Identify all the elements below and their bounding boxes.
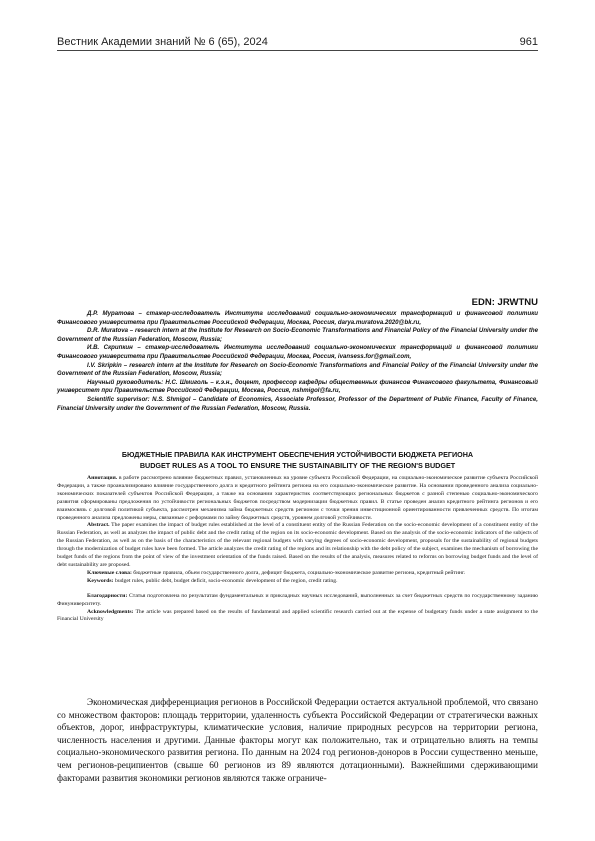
running-header [57,36,538,51]
author-skripkin-ru: И.В. Скрипкин – стажер-исследователь Института исследований социально-экономических трансформаций и финансовой политики Финансового университета при Правительстве Российской Федерации, Москва, Россия, ivansess.for@gmail.com, [57,344,538,360]
abstract-ru-text: в работе рассмотрено влияние бюджетных правил, установленных на уровне субъекта Российской Федерации, на социально-экономическое развитие субъекта Российской Федерации, а также проанализировано влияние государственного долга и кредитного рейтинга региона на его социально-экономическое развитие. На основании проведенного анализа социально-экономических показателей субъектов Российской Федерации, а также на основании характеристик соответствующих региональных бюджетов с разной степенью социально-экономического развития сформированы предложения по устойчивости региональных бюджетов посредством модернизации бюджетных правил. В статье проведен анализ кредитного рейтинга регионов и его взаимосвязь с долговой политикой субъекта, рассмотрен механизма займа бюджетных средств регионом с точки зрения инвестиционной ориентированности привлеченных средств. По итогам проведенного анализа предложены меры, связанные с реформами по займу бюджетных средств, уровнем долговой устойчивости. [57,475,538,521]
abstract-en-label: Abstract. [87,522,110,529]
acknowledgments-en [57,609,538,625]
title-en: BUDGET RULES AS A TOOL TO ENSURE THE SUSTAINABILITY OF THE REGION'S BUDGET [139,461,456,470]
abstract-en [57,522,538,569]
edn-code: EDN: JRWTNU [471,297,538,308]
author-block [57,310,538,413]
article-title [57,449,538,471]
journal-name: Вестник Академии знаний № 6 (65), 2024 [57,36,268,48]
keywords-en [57,578,538,586]
author-skripkin-en: I.V. Skripkin – research intern at the Institute for Research on Socio-Economic Transformations and Financial Policy of the Financial University under the Government of the Russian Federation, Moscow, Russia; [57,361,538,378]
abstract-en-text: The paper examines the impact of budget rules established at the level of a constituent entity of the Russian Federation on the socio-economic development of a constituent entity of the Russian Federation, as well as analyzes the impact of public debt and the credit rating of the region on its socio-economic development. Based on the analysis of the socio-economic indicators of the subjects of the Russian Federation, as well as on the basis of the characteristics of the relevant regional budgets with varying degrees of socio-economic development, proposals for the sustainability of regional budgets through the modernization of budget rules have been formed. The article analyzes the credit rating of the regions and its relationship with the debt policy of the subject, examines the mechanism of borrowing the budget funds of the regions from the point of view of the investment orientation of the funds raised. Based on the results of the analysis, measures related to reforms on borrowing budget funds and the level of debt sustainability are proposed. [57,522,538,568]
keywords-ru [57,570,538,578]
author-muratova-ru: Д.Р. Муратова – стажер-исследователь Института исследований социально-экономических трансформаций и финансовой политики Финансового университета при Правительстве Российской Федерации, Москва, Россия, darya.muratova.2020@bk.ru, [57,310,538,326]
body-text [57,697,538,785]
title-ru: БЮДЖЕТНЫЕ ПРАВИЛА КАК ИНСТРУМЕНТ ОБЕСПЕЧЕНИЯ УСТОЙЧИВОСТИ БЮДЖЕТА РЕГИОНА [121,450,474,459]
ack-en-label: Acknowledgments: [87,608,134,615]
acknowledgments-ru [57,593,538,609]
body-paragraph: Экономическая дифференциация регионов в Российской Федерации остается актуальной проблемой, что связано со множеством факторов: площадь территории, удаленность субъекта Российской Федерации от стратегически важных объектов, дорог, инфраструктуры, климатические условия, наличие природных ресурсов на территории региона, численность населения и другими. Данные факторы могут как положительно, так и отрицательно влиять на темпы социально-экономического развития региона. По данным на 2024 год регионов-доноров в России существенно меньше, чем регионов-реципиентов (свыше 60 регионов из 89 являются дотационными). Важнейшими сдерживающими факторами развития экономики регионов являются также ограниче- [57,698,538,784]
ack-ru-text: Статья подготовлена по результатам фундаментальных и прикладных научных исследований, выполненных за счет бюджетных средств по государственному заданию Финуниверситету. [57,592,538,607]
supervisor-en: Scientific supervisor: N.S. Shmigol – Candidate of Economics, Associate Professor, Professor of the Department of Public Finance, Faculty of Finance, Financial University under the Government of the Russian Federation, Moscow, Russia. [57,395,538,412]
abstract-ru-label: Аннотация. [87,475,118,481]
keywords-ru-text: бюджетные правила, объем государственного долга, дефицит бюджета, социально-экономическое развитие региона, кредитный рейтинг. [131,569,466,576]
abstract-ru [57,475,538,522]
author-muratova-en: D.R. Muratova – research intern at the Institute for Research on Socio-Economic Transformations and Financial Policy of the Financial University under the Government of the Russian Federation, Moscow, Russia; [57,327,538,343]
page-number: 961 [519,36,538,48]
ack-ru-label: Благодарности: [87,592,128,599]
keywords-ru-label: Ключевые слова: [87,569,132,576]
keywords-en-label: Keywords: [87,577,114,584]
ack-en-text: The article was prepared based on the results of fundamental and applied scientific research carried out at the expense of budgetary funds under a state assignment to the Financial University [57,608,538,623]
abstract-block [57,475,538,624]
supervisor-ru: Научный руководитель: Н.С. Шмиголь – к.э.н., доцент, профессор кафедры общественных финансов Финансового факультета, Финансовый университет при Правительстве Российской Федерации, Москва, Россия, nshmigol@fa.ru, [57,378,538,395]
keywords-en-text: budget rules, public debt, budget deficit, socio-economic development of the region, credit rating. [113,577,338,584]
